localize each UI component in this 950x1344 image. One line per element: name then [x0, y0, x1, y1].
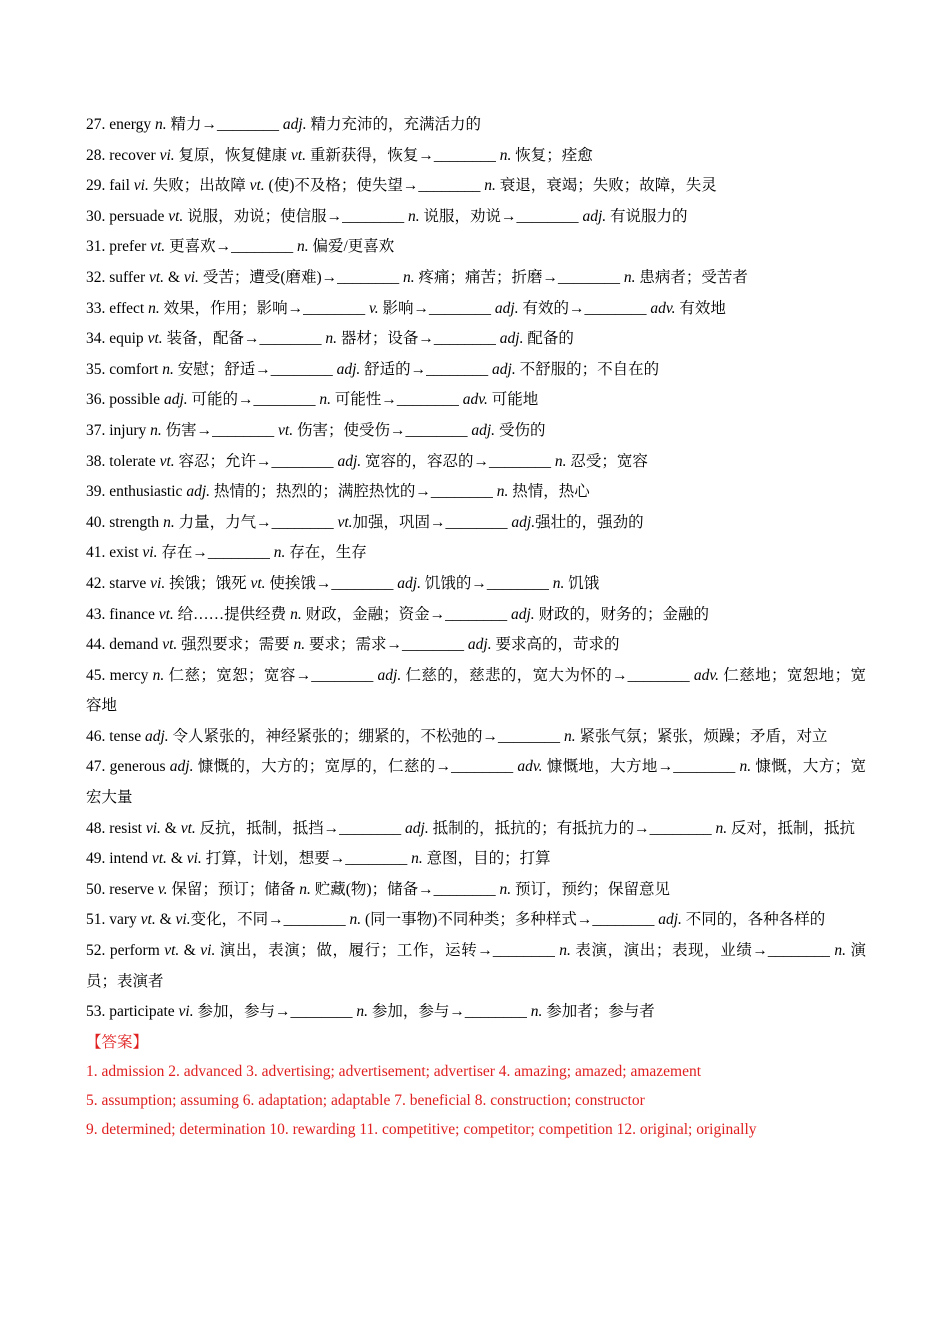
vocab-entry-42: 42. starve vi. 挨饿；饿死 vt. 使挨饿→________ adj. 饥饿的→________ n. 饥饿: [86, 574, 600, 592]
vocab-entry-46: 46. tense adj. 令人紧张的，神经紧张的；绷紧的，不松弛的→________ n. 紧张气氛；紧张，烦躁；矛盾，对立: [86, 727, 828, 745]
answer-line-3: 9. determined; determination 10. rewarding 11. competitive; competitor; competition 12. original; originally: [86, 1120, 757, 1138]
vocab-entry-43: 43. finance vt. 给……提供经费 n. 财政，金融；资金→________ adj. 财政的，财务的；金融的: [86, 605, 710, 623]
answer-section: [86, 1028, 866, 1144]
vocab-entry-48: 48. resist vi. & vt. 反抗，抵制，抵挡→________ adj. 抵制的，抵抗的；有抵抗力的→________ n. 反对，抵制，抵抗: [86, 819, 856, 837]
vocab-entry-44: 44. demand vt. 强烈要求；需要 n. 要求；需求→________ adj. 要求高的，苛求的: [86, 636, 620, 654]
vocab-entry-49: 49. intend vt. & vi. 打算，计划，想要→________ n. 意图，目的；打算: [86, 850, 551, 868]
vocab-entry-34: 34. equip vt. 装备，配备→________ n. 器材；设备→________ adj. 配备的: [86, 330, 574, 348]
vocab-entry-38: 38. tolerate vt. 容忍；允许→________ adj. 宽容的，容忍的→________ n. 忍受；宽容: [86, 452, 648, 470]
vocab-entry-37: 37. injury n. 伤害→________ vt. 伤害；使受伤→________ adj. 受伤的: [86, 421, 546, 439]
vocab-entry-47: 47. generous adj. 慷慨的，大方的；宽厚的，仁慈的→________ adv. 慷慨地，大方地→________ n. 慷慨，大方；宽宏大量: [86, 758, 866, 807]
vocab-entry-36: 36. possible adj. 可能的→________ n. 可能性→________ adv. 可能地: [86, 391, 539, 409]
vocab-entry-45: 45. mercy n. 仁慈；宽恕；宽容→________ adj. 仁慈的，慈悲的，宽大为怀的→________ adv. 仁慈地；宽恕地；宽容地: [86, 666, 866, 715]
vocab-entry-29: 29. fail vi. 失败；出故障 vt. (使)不及格；使失望→________ n. 衰退，衰竭；失败；故障，失灵: [86, 177, 717, 195]
vocab-entry-53: 53. participate vi. 参加，参与→________ n. 参加，参与→________ n. 参加者；参与者: [86, 1003, 655, 1021]
vocab-entry-35: 35. comfort n. 安慰；舒适→________ adj. 舒适的→________ adj. 不舒服的；不自在的: [86, 360, 660, 378]
vocab-entry-31: 31. prefer vt. 更喜欢→________ n. 偏爱/更喜欢: [86, 238, 395, 256]
answer-heading: 【答案】: [86, 1033, 149, 1051]
vocab-entry-50: 50. reserve v. 保留；预订；储备 n. 贮藏(物)；储备→________ n. 预订，预约；保留意见: [86, 880, 670, 898]
vocab-entry-51: 51. vary vt. & vi.变化，不同→________ n. (同一事物)不同种类；多种样式→________ adj. 不同的，各种各样的: [86, 911, 826, 929]
vocab-entry-41: 41. exist vi. 存在→________ n. 存在，生存: [86, 544, 367, 562]
vocab-entry-52: 52. perform vt. & vi. 演出，表演；做，履行；工作，运转→________ n. 表演，演出；表现，业绩→________ n. 演员；表演者: [86, 942, 866, 990]
answer-line-2: 5. assumption; assuming 6. adaptation; adaptable 7. beneficial 8. construction; constructor: [86, 1091, 645, 1109]
vocab-entry-40: 40. strength n. 力量，力气→________ vt.加强，巩固→________ adj.强壮的，强劲的: [86, 513, 644, 531]
vocab-entry-39: 39. enthusiastic adj. 热情的；热烈的；满腔热忱的→________ n. 热情，热心: [86, 483, 590, 501]
vocab-entry-32: 32. suffer vt. & vi. 受苦；遭受(磨难)→________ n. 疼痛；痛苦；折磨→________ n. 患病者；受苦者: [86, 268, 748, 286]
vocab-entry-33: 33. effect n. 效果，作用；影响→________ v. 影响→________ adj. 有效的→________ adv. 有效地: [86, 299, 726, 317]
answer-line-1: 1. admission 2. advanced 3. advertising; advertisement; advertiser 4. amazing; amazed; amazement: [86, 1062, 702, 1080]
document-page: [86, 110, 866, 1144]
vocabulary-list: [86, 110, 866, 1028]
vocab-entry-28: 28. recover vi. 复原，恢复健康 vt. 重新获得，恢复→________ n. 恢复；痊愈: [86, 146, 593, 164]
vocab-entry-27: 27. energy n. 精力→________ adj. 精力充沛的，充满活力的: [86, 116, 481, 133]
vocab-entry-30: 30. persuade vt. 说服，劝说；使信服→________ n. 说服，劝说→________ adj. 有说服力的: [86, 207, 688, 225]
